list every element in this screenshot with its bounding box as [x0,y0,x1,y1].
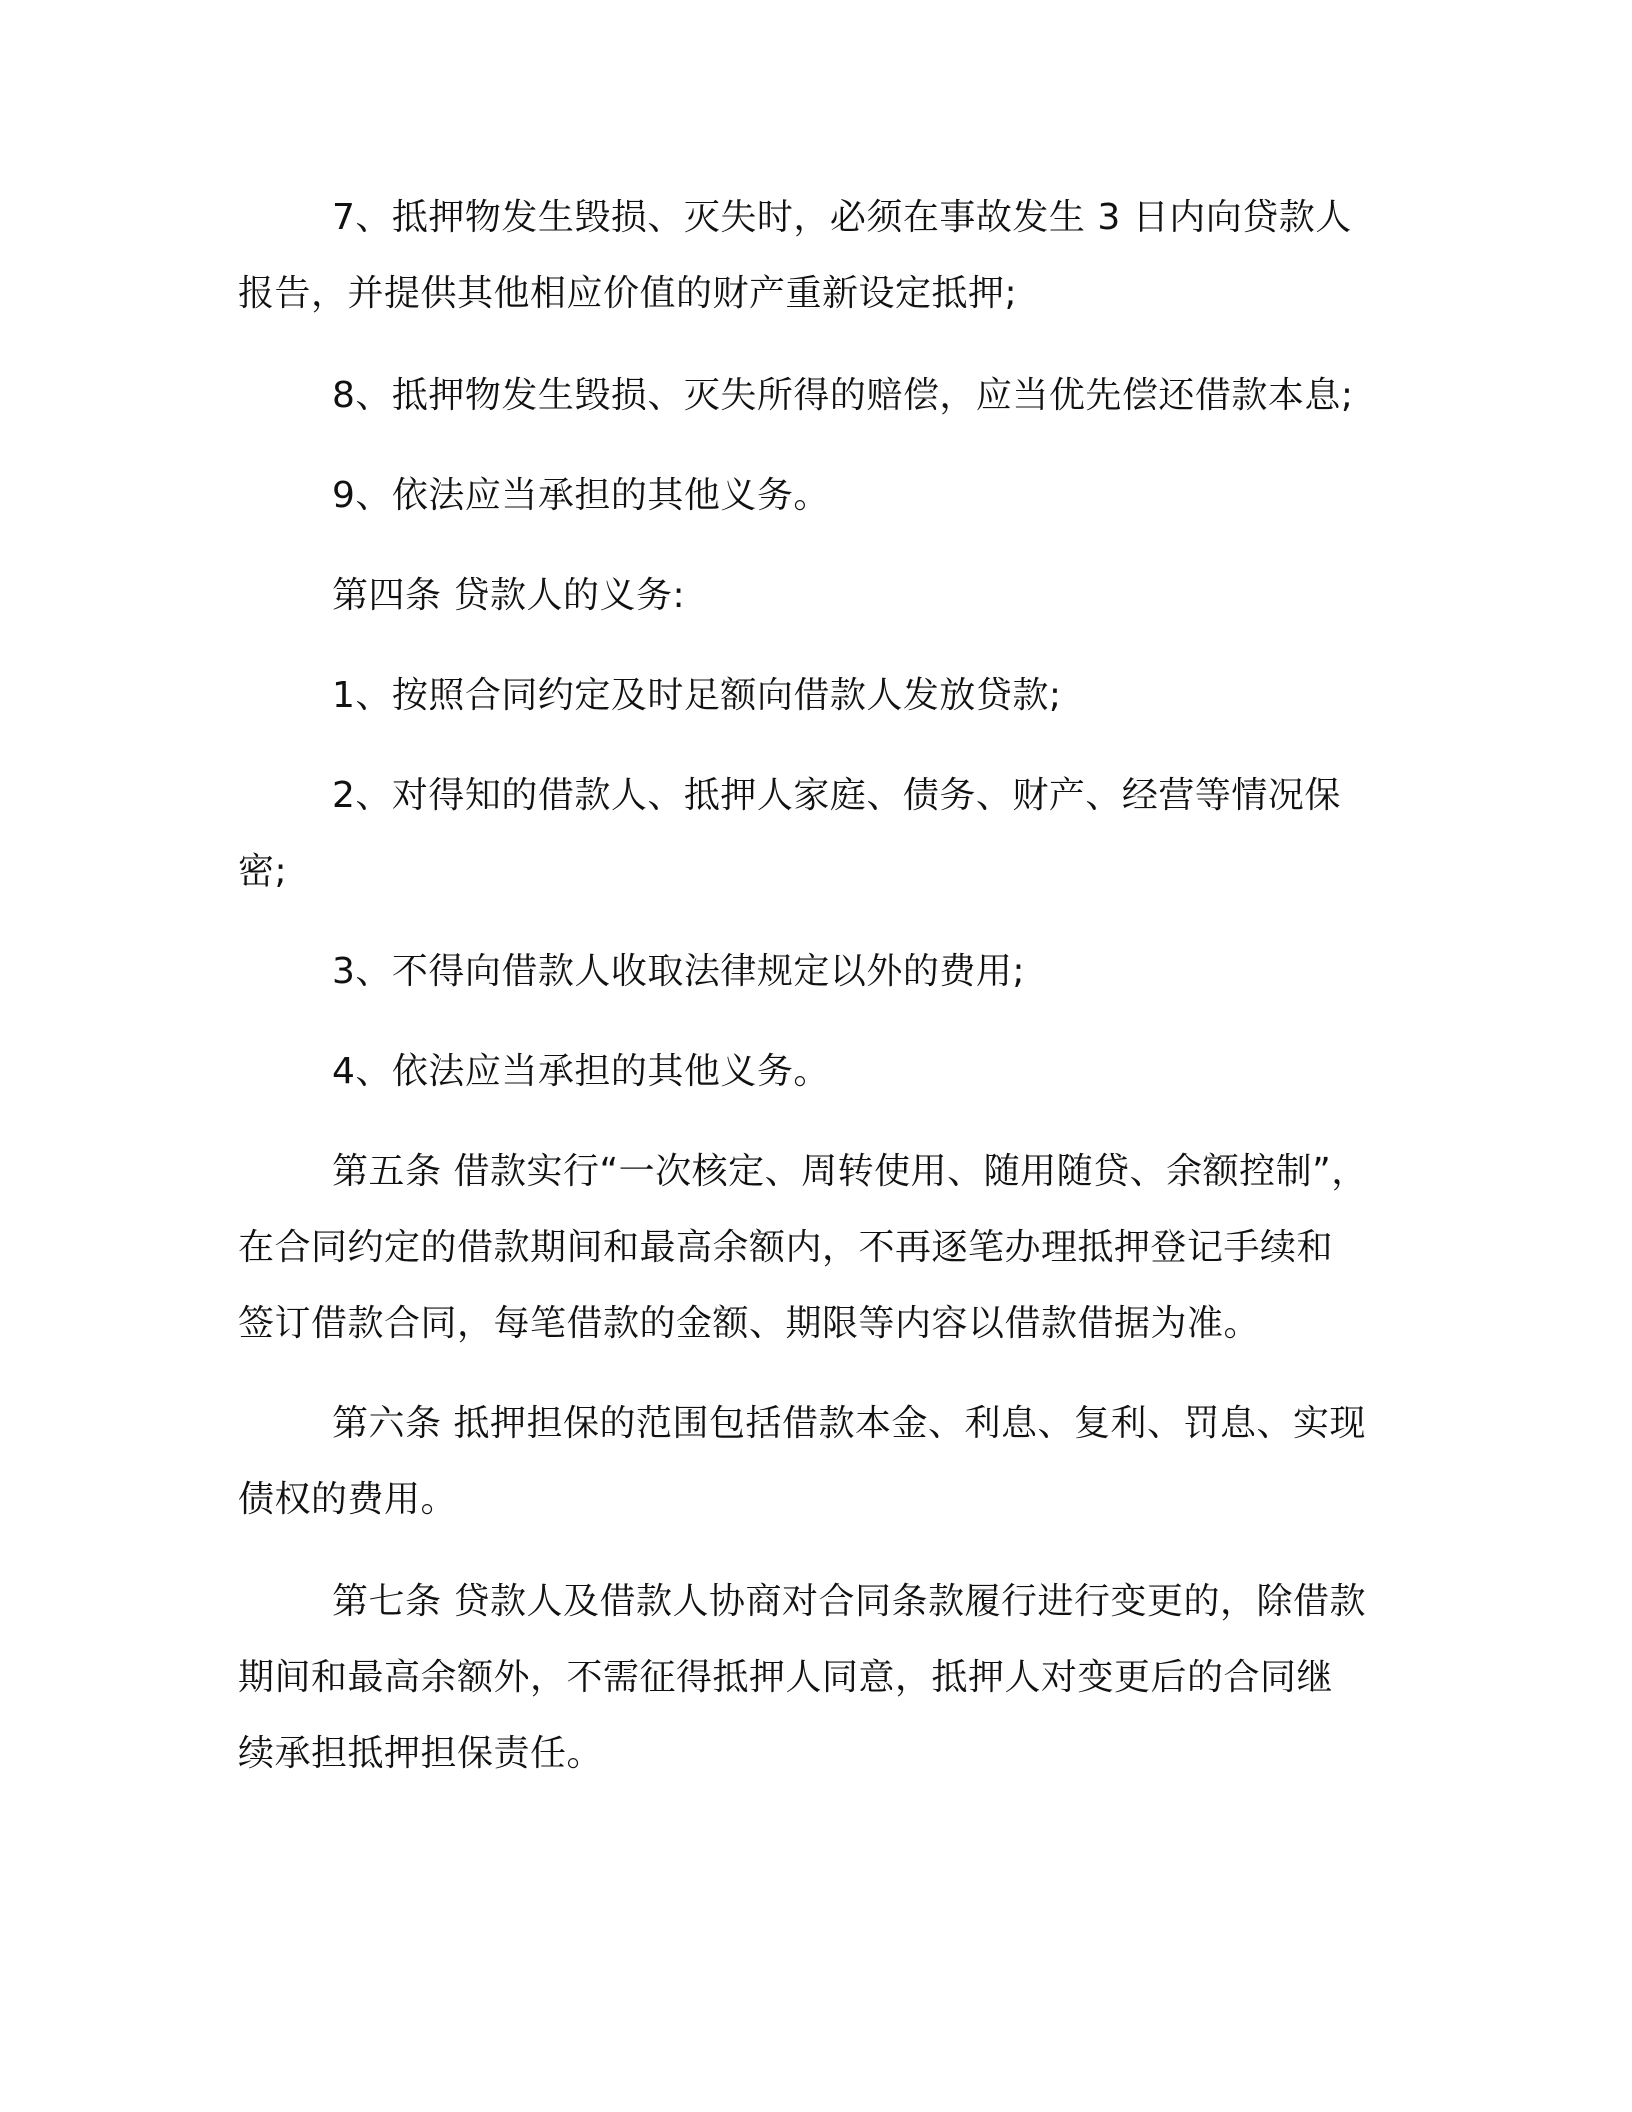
article-4-item-2-line-2: 密; [238,851,288,892]
article-5-line-3: 签订借款合同，每笔借款的金额、期限等内容以借款借据为准。 [238,1303,1261,1344]
article-5-line-1: 第五条 借款实行“一次核定、周转使用、随用随贷、余额控制”， [332,1151,1368,1192]
article-4-item-1: 1、按照合同约定及时足额向借款人发放贷款; [332,675,1062,716]
article-7-line-3: 续承担抵押担保责任。 [238,1733,604,1774]
clause-7-line-1: 7、抵押物发生毁损、灭失时，必须在事故发生 3 日内向贷款人 [332,197,1352,238]
article-4-item-2-line-1: 2、对得知的借款人、抵押人家庭、债务、财产、经营等情况保 [332,775,1341,816]
article-7-line-2: 期间和最高余额外，不需征得抵押人同意，抵押人对变更后的合同继 [238,1657,1334,1698]
article-4-heading: 第四条 贷款人的义务: [332,575,686,616]
article-6-line-2: 债权的费用。 [238,1479,458,1520]
clause-7-line-2: 报告，并提供其他相应价值的财产重新设定抵押; [238,273,1018,314]
article-7-line-1: 第七条 贷款人及借款人协商对合同条款履行进行变更的，除借款 [332,1581,1366,1622]
clause-8-line-1: 8、抵押物发生毁损、灭失所得的赔偿，应当优先偿还借款本息; [332,375,1354,416]
clause-9-line-1: 9、依法应当承担的其他义务。 [332,475,830,516]
article-6-line-1: 第六条 抵押担保的范围包括借款本金、利息、复利、罚息、实现 [332,1403,1366,1444]
article-5-line-2: 在合同约定的借款期间和最高余额内，不再逐笔办理抵押登记手续和 [238,1227,1334,1268]
article-4-item-4: 4、依法应当承担的其他义务。 [332,1051,830,1092]
article-4-item-3: 3、不得向借款人收取法律规定以外的费用; [332,951,1026,992]
